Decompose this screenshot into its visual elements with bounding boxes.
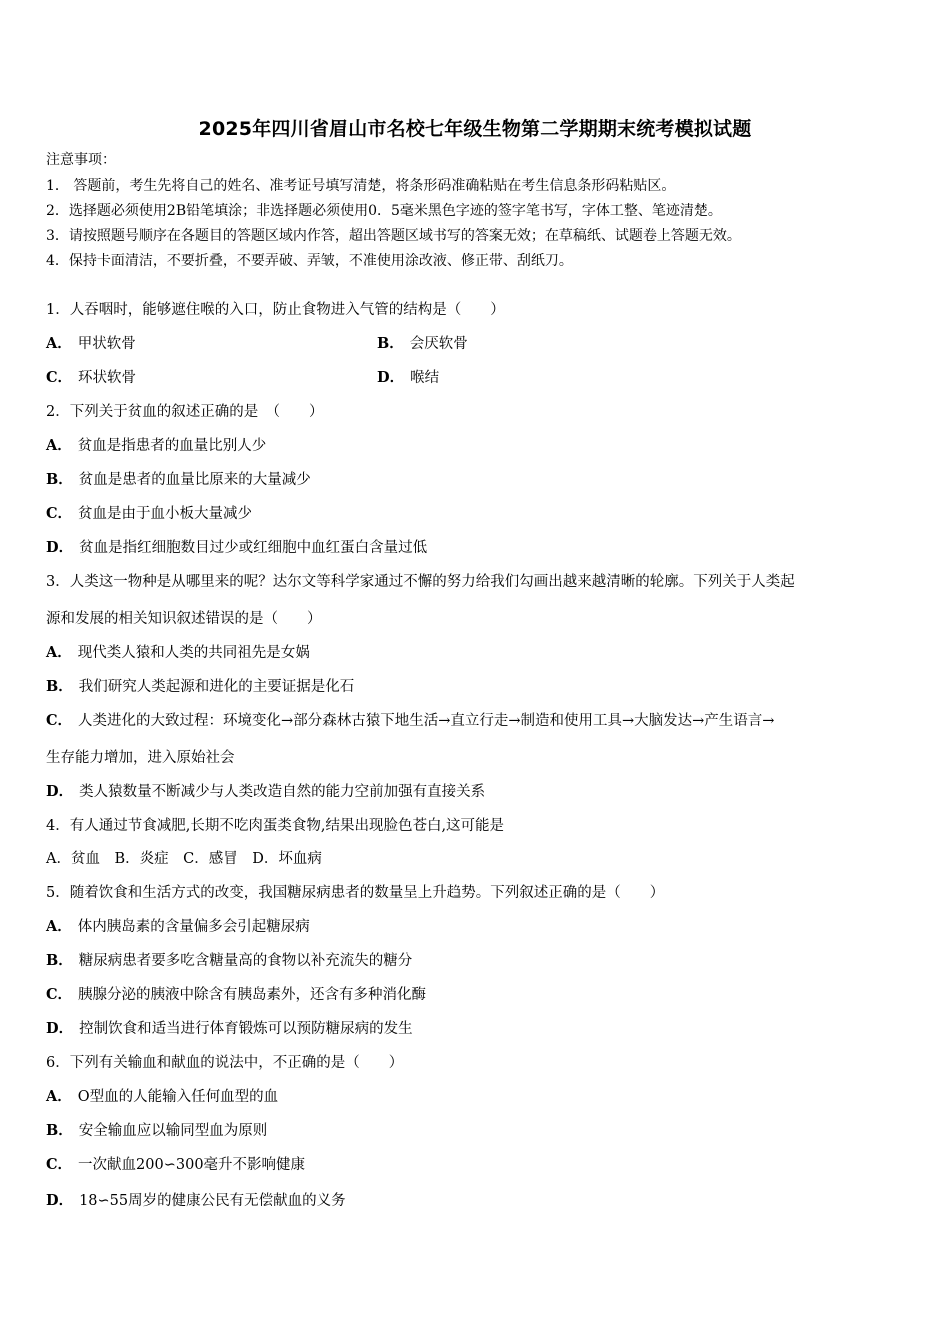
question-4-options: A．贫血 B．炎症 C．感冒 D．坏血病: [46, 851, 322, 867]
question-3-stem-cont: 源和发展的相关知识叙述错误的是（ ）: [46, 611, 322, 627]
question-1-option-d: [377, 368, 439, 388]
option-text: 贫血是由于血小板大量减少: [78, 506, 253, 522]
option-text: 我们研究人类起源和进化的主要证据是化石: [78, 679, 355, 695]
option-text: 胰腺分泌的胰液中除含有胰岛素外，还含有多种消化酶: [78, 987, 427, 1003]
option-label: B．: [46, 1122, 73, 1139]
question-1-stem: 1．人吞咽时，能够遮住喉的入口，防止食物进入气管的结构是（ ）: [46, 302, 505, 318]
page-title: 2025年四川省眉山市名校七年级生物第二学期期末统考模拟试题: [198, 118, 752, 140]
question-6-option-a: [46, 1087, 278, 1107]
option-label: B．: [46, 678, 73, 695]
option-label: B．: [377, 335, 404, 352]
question-6-option-c: [46, 1155, 305, 1175]
notice-item: 1． 答题前，考生先将自己的姓名、准考证号填写清楚，将条形码准确粘贴在考生信息条形码粘贴区。: [46, 178, 676, 194]
question-3-option-b: [46, 677, 354, 697]
question-6-option-d: [46, 1191, 346, 1211]
option-label: A．: [46, 335, 72, 352]
option-label: B．: [46, 471, 73, 488]
option-text: 现代类人猿和人类的共同祖先是女娲: [77, 645, 310, 661]
option-text: 会厌软骨: [409, 336, 468, 352]
question-3-option-d: [46, 782, 485, 802]
notice-item: 4．保持卡面清洁，不要折叠，不要弄破、弄皱，不准使用涂改液、修正带、刮纸刀。: [46, 253, 573, 269]
question-1-option-a: [46, 334, 136, 354]
option-text: 环状软骨: [78, 370, 137, 386]
notice-heading: 注意事项：: [46, 152, 116, 168]
option-text: 18∽55周岁的健康公民有无偿献血的义务: [79, 1193, 346, 1209]
option-label: A．: [46, 918, 72, 935]
option-label: B．: [46, 952, 73, 969]
option-label: D．: [46, 539, 74, 556]
question-4-stem: 4．有人通过节食减肥,长期不吃肉蛋类食物,结果出现脸色苍白,这可能是: [46, 818, 505, 834]
notice-item: 3．请按照题号顺序在各题目的答题区域内作答，超出答题区域书写的答案无效；在草稿纸、试题卷上答题无效。: [46, 228, 741, 244]
option-text: 类人猿数量不断减少与人类改造自然的能力空前加强有直接关系: [79, 784, 486, 800]
question-6-stem: 6．下列有关输血和献血的说法中，不正确的是（ ）: [46, 1055, 404, 1071]
question-6-option-b: [46, 1121, 267, 1141]
notice-item: 2．选择题必须使用2B铅笔填涂；非选择题必须使用0．5毫米黑色字迹的签字笔书写，字体工整、笔迹清楚。: [46, 203, 722, 219]
option-label: D．: [377, 369, 405, 386]
option-text: 贫血是患者的血量比原来的大量减少: [78, 472, 311, 488]
question-3-option-c: [46, 711, 774, 731]
question-5-option-b: [46, 951, 412, 971]
option-label: C．: [46, 986, 73, 1003]
option-label: C．: [46, 505, 73, 522]
question-5-option-a: [46, 917, 310, 937]
option-text: 人类进化的大致过程：环境变化→部分森林古猿下地生活→直立行走→制造和使用工具→大脑发达→产生语言→: [78, 713, 775, 729]
question-2-option-c: [46, 504, 252, 524]
question-2-option-b: [46, 470, 311, 490]
option-text: 糖尿病患者要多吃含糖量高的食物以补充流失的糖分: [78, 953, 413, 969]
option-text: 一次献血200∽300毫升不影响健康: [78, 1157, 306, 1173]
question-2-option-d: [46, 538, 427, 558]
question-3-stem: 3．人类这一物种是从哪里来的呢？达尔文等科学家通过不懈的努力给我们勾画出越来越清晰的轮廓。下列关于人类起: [46, 574, 795, 590]
option-label: D．: [46, 1192, 74, 1209]
option-text: O型血的人能输入任何血型的血: [77, 1089, 279, 1105]
option-text: 甲状软骨: [77, 336, 136, 352]
option-label: A．: [46, 644, 72, 661]
option-text: 体内胰岛素的含量偏多会引起糖尿病: [77, 919, 310, 935]
option-label: A．: [46, 1088, 72, 1105]
option-label: A．: [46, 437, 72, 454]
option-label: D．: [46, 783, 74, 800]
question-3-option-c-cont: 生存能力增加，进入原始社会: [46, 750, 235, 766]
question-3-option-a: [46, 643, 310, 663]
question-5-option-c: [46, 985, 426, 1005]
option-label: C．: [46, 369, 73, 386]
question-1-option-b: [377, 334, 468, 354]
option-text: 控制饮食和适当进行体育锻炼可以预防糖尿病的发生: [79, 1021, 413, 1037]
option-text: 贫血是指患者的血量比别人少: [77, 438, 267, 454]
question-1-option-c: [46, 368, 136, 388]
question-5-stem: 5．随着饮食和生活方式的改变，我国糖尿病患者的数量呈上升趋势。下列叙述正确的是（ ）: [46, 885, 665, 901]
question-5-option-d: [46, 1019, 413, 1039]
option-text: 喉结: [410, 370, 440, 386]
option-label: C．: [46, 712, 73, 729]
question-2-option-a: [46, 436, 266, 456]
option-label: C．: [46, 1156, 73, 1173]
option-text: 安全输血应以输同型血为原则: [78, 1123, 268, 1139]
question-2-stem: 2．下列关于贫血的叙述正确的是 （ ）: [46, 404, 324, 420]
option-label: D．: [46, 1020, 74, 1037]
option-text: 贫血是指红细胞数目过少或红细胞中血红蛋白含量过低: [79, 540, 428, 556]
